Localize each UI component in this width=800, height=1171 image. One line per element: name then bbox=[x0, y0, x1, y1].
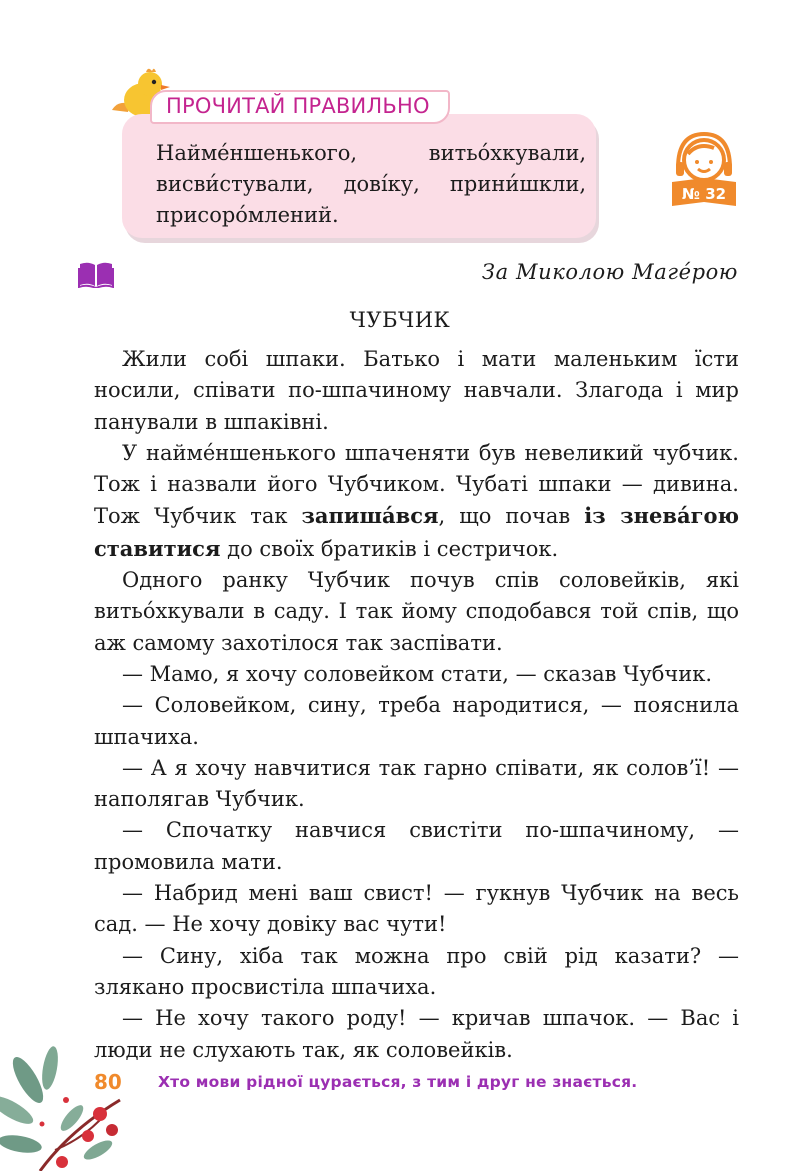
story-paragraph bbox=[94, 659, 739, 690]
story-text bbox=[94, 344, 739, 1066]
vocabulary-highlight: запишáвся bbox=[301, 503, 439, 529]
story-paragraph bbox=[94, 941, 739, 1004]
text-run: Жили собі шпаки. Батько і мати маленьким їсти носили, співати по-шпачиному навчали. Злагода і мир панували в шпаківні. bbox=[94, 347, 739, 434]
text-run: У наймéншенького шпаченяти був невеликий чубчик. Тож і назвали його Чубчиком. Чубаті шпаки — дивина. Тож Чубчик так bbox=[94, 440, 739, 529]
text-run: Одного ранку Чубчик почув спів соловейків, які витьóхкували в саду. І так йому сподобався той спів, що аж самому захотілося так заспівати. bbox=[94, 568, 739, 655]
story-paragraph bbox=[94, 438, 739, 565]
page-number: 80 bbox=[94, 1070, 122, 1094]
book-icon bbox=[78, 260, 114, 288]
text-run: — Не хочу такого роду! — кричав шпачок. — Вас і люди не слухають так, як соловейків. bbox=[94, 1006, 739, 1062]
footer-proverb: Хто мови рідної цурається, з тим і друг не знається. bbox=[158, 1073, 638, 1091]
text-run: — Спочатку навчися свистіти по-шпачиному, — промовила мати. bbox=[94, 818, 739, 874]
text-run: — Набрид мені ваш свист! — гукнув Чубчик на весь сад. — Не хочу довіку вас чути! bbox=[94, 881, 739, 937]
text-run: до своїх братиків і сестричок. bbox=[220, 536, 559, 561]
story-title: ЧУБЧИК bbox=[349, 308, 451, 332]
story-author: За Миколою Магéрою bbox=[481, 260, 738, 284]
vocabulary-highlight: із зневáгою ставитися bbox=[94, 503, 739, 561]
story-paragraph bbox=[94, 1003, 739, 1066]
vocabulary-words: Наймéншенького, витьóхкували, висви́стували, довíку, прини́шкли, присорóмлений. bbox=[156, 141, 586, 227]
story-paragraph bbox=[94, 690, 739, 753]
story-paragraph bbox=[94, 565, 739, 659]
reading-child-icon bbox=[668, 128, 740, 210]
read-correctly-label: ПРОЧИТАЙ ПРАВИЛЬНО bbox=[150, 90, 450, 124]
text-run: — Сину, хіба так можна про свій рід казати? — злякано просвистіла шпачиха. bbox=[94, 943, 739, 999]
berry-branch-icon bbox=[0, 1040, 140, 1171]
story-paragraph bbox=[94, 815, 739, 878]
story-paragraph bbox=[94, 344, 739, 438]
text-run: — Соловейком, сину, треба народитися, — пояснила шпачиха. bbox=[94, 693, 739, 749]
text-run: — Мамо, я хочу соловейком стати, — сказав Чубчик. bbox=[122, 661, 713, 686]
text-run: , що почав bbox=[438, 504, 585, 529]
story-paragraph bbox=[94, 878, 739, 941]
text-run: — А я хочу навчитися так гарно співати, як солов’ї! — наполягав Чубчик. bbox=[94, 755, 739, 812]
story-paragraph bbox=[94, 753, 739, 816]
badge-number: № 32 bbox=[681, 185, 727, 203]
